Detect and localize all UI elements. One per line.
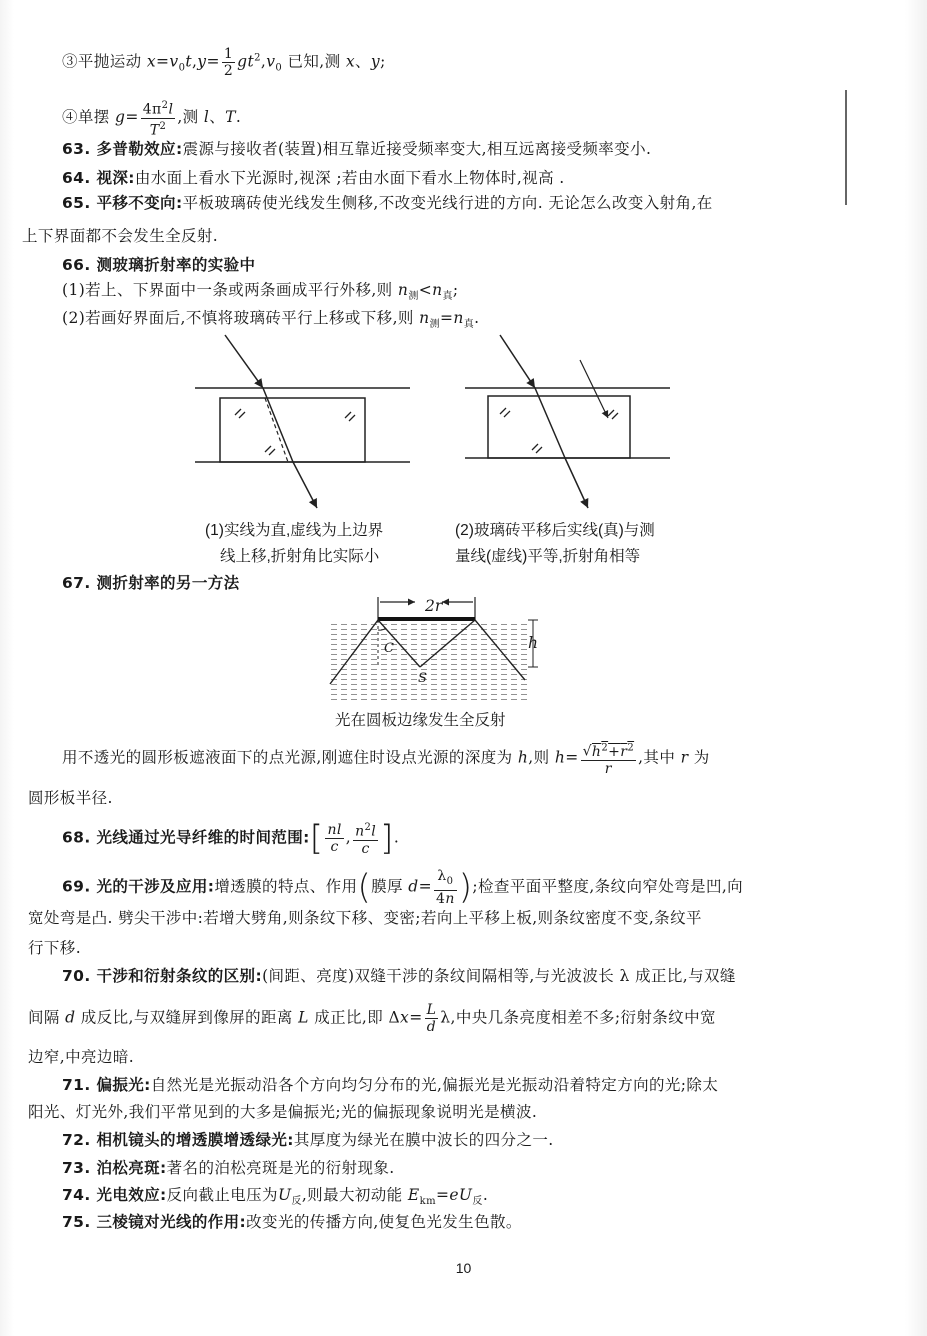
item-70: 70. 干涉和衍射条纹的区别:(间距、亮度)双缝干涉的条纹间隔相等,与光波波长 λ 成正比,与双缝 <box>62 967 736 985</box>
item-75: 75. 三棱镜对光线的作用:改变光的传播方向,使复色光发生色散。 <box>62 1213 522 1231</box>
item-66-1: (1)若上、下界面中一条或两条画成平行外移,则 $n_测<n_真$; <box>62 281 459 303</box>
fig67-label-c: C <box>384 641 394 656</box>
item-72: 72. 相机镜头的增透膜增透绿光:其厚度为绿光在膜中波长的四分之一. <box>62 1131 554 1149</box>
item-74: 74. 光电效应:反向截止电压为$U_反$,则最大初动能 $E_{km}=eU_反$. <box>62 1186 489 1208</box>
item-63: 63. 多普勒效应:震源与接收者(装置)相互靠近接受频率变大,相互远离接受频率变小. <box>62 140 652 158</box>
item-69-cont-1: 宽处弯是凸. 劈尖干涉中:若增大劈角,则条纹下移、变密;若向上平移上板,则条纹密度不变,条纹平 <box>28 909 702 927</box>
fig67-label-2r: 2r <box>425 597 443 615</box>
item-65-cont: 上下界面都不会发生全反射. <box>22 227 219 245</box>
fig67-label-h: h <box>528 634 538 652</box>
item-71-cont: 阳光、灯光外,我们平常见到的大多是偏振光;光的偏振现象说明光是横波. <box>28 1103 538 1121</box>
item-68: 68. 光线通过光导纤维的时间范围:[ $\frac{nl}{c}$ , $\frac{n^2l}{c}$ ]. <box>62 818 400 859</box>
item-70-cont-2: 边窄,中亮边暗. <box>28 1048 135 1066</box>
item-4-pendulum: ④单摆 g= $\frac{4\pi^2l}{T^2}$ ,测 l、T. <box>62 100 242 139</box>
item-66-2: (2)若画好界面后,不慎将玻璃砖平行上移或下移,则 $n_测=n_真$. <box>62 309 480 331</box>
item-67-title: 67. 测折射率的另一方法 <box>62 574 240 592</box>
item-69-cont-2: 行下移. <box>28 939 82 957</box>
fig66-left-diagram <box>185 330 415 520</box>
item-67-text: 用不透光的圆形板遮液面下的点光源,刚遮住时设点光源的深度为 h,则 h= $\frac{√h^2+r^2}{r}$ ,其中 r 为 <box>62 742 710 777</box>
page-number: 10 <box>455 1260 472 1276</box>
item-71: 71. 偏振光:自然光是光振动沿各个方向均匀分布的光,偏振光是光振动沿着特定方向的光;除太 <box>62 1076 719 1094</box>
fig67-caption: 光在圆板边缘发生全反射 <box>335 712 506 729</box>
item-70-cont-1: 间隔 d 成反比,与双缝屏到像屏的距离 L 成正比,即 Δx= $\frac{L}{d}$ λ,中央几条亮度相差不多;衍射条纹中宽 <box>28 1002 716 1035</box>
fig67-label-s: S <box>418 671 427 686</box>
fig66-caption-right-1: (2)玻璃砖平移后实线(真)与测 <box>455 522 655 539</box>
fig66-caption-right-2: 量线(虚线)平等,折射角相等 <box>455 548 641 565</box>
fig66-caption-left-1: (1)实线为直,虚线为上边界 <box>205 522 384 539</box>
item-73: 73. 泊松亮斑:著名的泊松亮斑是光的衍射现象. <box>62 1159 395 1177</box>
item-64: 64. 视深:由水面上看水下光源时,视深 ;若由水面下看水上物体时,视高 . <box>62 169 565 187</box>
item-3-projectile: ③平抛运动 $x=v_0t,y=$ $\frac{1}{2}$ $gt^2,v_0$ 已知,测 x、y; <box>62 46 386 79</box>
item-67-text-cont: 圆形板半径. <box>28 789 113 807</box>
item-65: 65. 平移不变向:平板玻璃砖使光线发生侧移,不改变光线行进的方向. 无论怎么改变入射角,在 <box>62 194 713 212</box>
item-66-title: 66. 测玻璃折射率的实验中 <box>62 256 256 274</box>
fig66-right-diagram <box>460 330 680 520</box>
fig66-caption-left-2: 线上移,折射角比实际小 <box>220 548 380 565</box>
item-69: 69. 光的干涉及应用:增透膜的特点、作用(膜厚 d= $\frac{\lambda_0}{4n}$ );检查平面平整度,条纹向窄处弯是凹,向 <box>62 867 744 908</box>
